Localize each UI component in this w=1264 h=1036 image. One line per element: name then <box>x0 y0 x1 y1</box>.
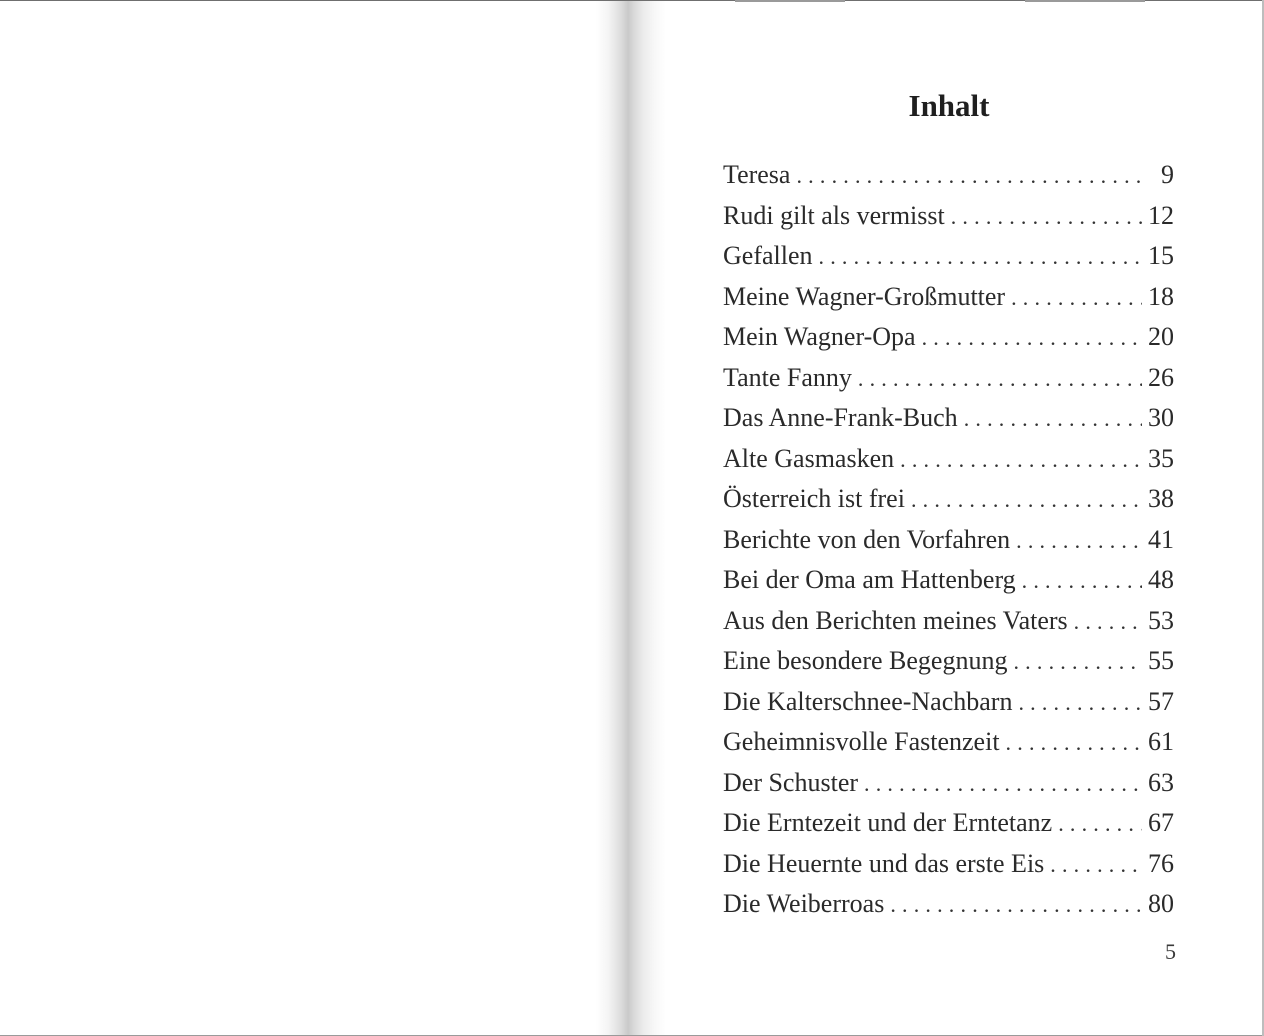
toc-entry-title: Alte Gasmasken <box>723 443 895 473</box>
toc-entry-page: 41 <box>1148 524 1174 554</box>
toc-entry-title: Eine besondere Begegnung <box>723 646 1008 675</box>
toc-entry <box>723 358 1174 399</box>
toc-entry-page: 57 <box>1148 686 1174 716</box>
toc-entry-page: 15 <box>1148 241 1174 270</box>
toc-entry-page: 55 <box>1148 646 1174 675</box>
dot-leader <box>1074 602 1142 642</box>
toc-entry <box>723 682 1174 723</box>
toc-entry <box>723 317 1174 358</box>
dot-leader <box>890 885 1142 925</box>
toc-entry <box>723 520 1174 561</box>
toc-entry-title: Das Anne-Frank-Buch <box>723 403 958 432</box>
page-top-edge-marks <box>735 0 1155 3</box>
toc-entry-title: Tante Fanny <box>723 362 852 392</box>
dot-leader <box>964 399 1142 439</box>
toc-entry-page: 61 <box>1148 727 1174 756</box>
toc-entry <box>723 479 1174 520</box>
toc-entry <box>723 560 1174 601</box>
toc-entry-title: Berichte von den Vorfahren <box>723 524 1011 554</box>
dot-leader <box>1013 642 1142 682</box>
blank-left-page <box>0 1 600 1035</box>
dot-leader <box>1050 845 1142 885</box>
toc-entry-page: 35 <box>1148 443 1174 473</box>
toc-entry-title: Der Schuster <box>723 767 859 797</box>
toc-entry-title: Die Kalterschnee-Nachbarn <box>723 686 1013 716</box>
toc-entry-title: Meine Wagner-Großmutter <box>723 281 1006 311</box>
dot-leader <box>1022 561 1142 601</box>
toc-entry-title: Die Erntezeit und der Erntetanz <box>723 808 1053 837</box>
toc-entry-page: 80 <box>1148 889 1174 918</box>
dot-leader <box>1011 278 1142 318</box>
dot-leader <box>1006 723 1142 763</box>
toc-entry-title: Teresa <box>723 160 791 189</box>
toc-entry <box>723 155 1174 196</box>
toc-entry-page: 67 <box>1148 808 1174 837</box>
toc-entry-title: Mein Wagner-Opa <box>723 322 916 351</box>
toc-entry-page: 9 <box>1161 160 1174 189</box>
toc-entry <box>723 844 1174 885</box>
toc-entry <box>723 196 1174 237</box>
toc-entry-page: 30 <box>1148 403 1174 432</box>
toc-entry-page: 48 <box>1148 565 1174 594</box>
toc-entry <box>723 398 1174 439</box>
dot-leader <box>911 480 1142 520</box>
toc-entry <box>723 763 1174 804</box>
dot-leader <box>796 156 1142 196</box>
toc-entry <box>723 236 1174 277</box>
toc-entry-page: 20 <box>1148 322 1174 351</box>
toc-entry-page: 63 <box>1148 767 1174 797</box>
toc-entry-title: Geheimnisvolle Fastenzeit <box>723 727 1000 756</box>
toc-entry-page: 12 <box>1148 200 1174 230</box>
toc-entry <box>723 884 1174 925</box>
toc-entry <box>723 277 1174 318</box>
toc-entry-title: Die Weiberroas <box>723 889 885 918</box>
toc-entry-page: 18 <box>1148 281 1174 311</box>
toc-title: Inhalt <box>908 88 990 123</box>
dot-leader <box>951 197 1142 237</box>
toc-entry-title: Österreich ist frei <box>723 484 905 513</box>
toc-entry-page: 76 <box>1148 848 1174 878</box>
toc-entry <box>723 722 1174 763</box>
toc-entry <box>723 803 1174 844</box>
toc-entry <box>723 601 1174 642</box>
dot-leader <box>900 440 1142 480</box>
toc-entry-title: Bei der Oma am Hattenberg <box>723 565 1016 594</box>
dot-leader <box>858 359 1142 399</box>
page-number: 5 <box>1165 939 1176 964</box>
toc-entry-page: 53 <box>1148 605 1174 635</box>
toc-entry-title: Die Heuernte und das erste Eis <box>723 848 1045 878</box>
toc-entry-title: Gefallen <box>723 241 813 270</box>
dot-leader <box>819 237 1142 277</box>
toc-entry <box>723 439 1174 480</box>
toc-entry <box>723 641 1174 682</box>
dot-leader <box>864 764 1142 804</box>
toc-entry-page: 26 <box>1148 362 1174 392</box>
dot-leader <box>1058 804 1142 844</box>
toc-list <box>723 155 1174 925</box>
toc-entry-page: 38 <box>1148 484 1174 513</box>
book-gutter-shadow <box>596 0 666 1036</box>
toc-entry-title: Rudi gilt als vermisst <box>723 200 945 230</box>
dot-leader <box>1016 521 1142 561</box>
toc-entry-title: Aus den Berichten meines Vaters <box>723 605 1068 635</box>
dot-leader <box>1018 683 1142 723</box>
dot-leader <box>922 318 1142 358</box>
